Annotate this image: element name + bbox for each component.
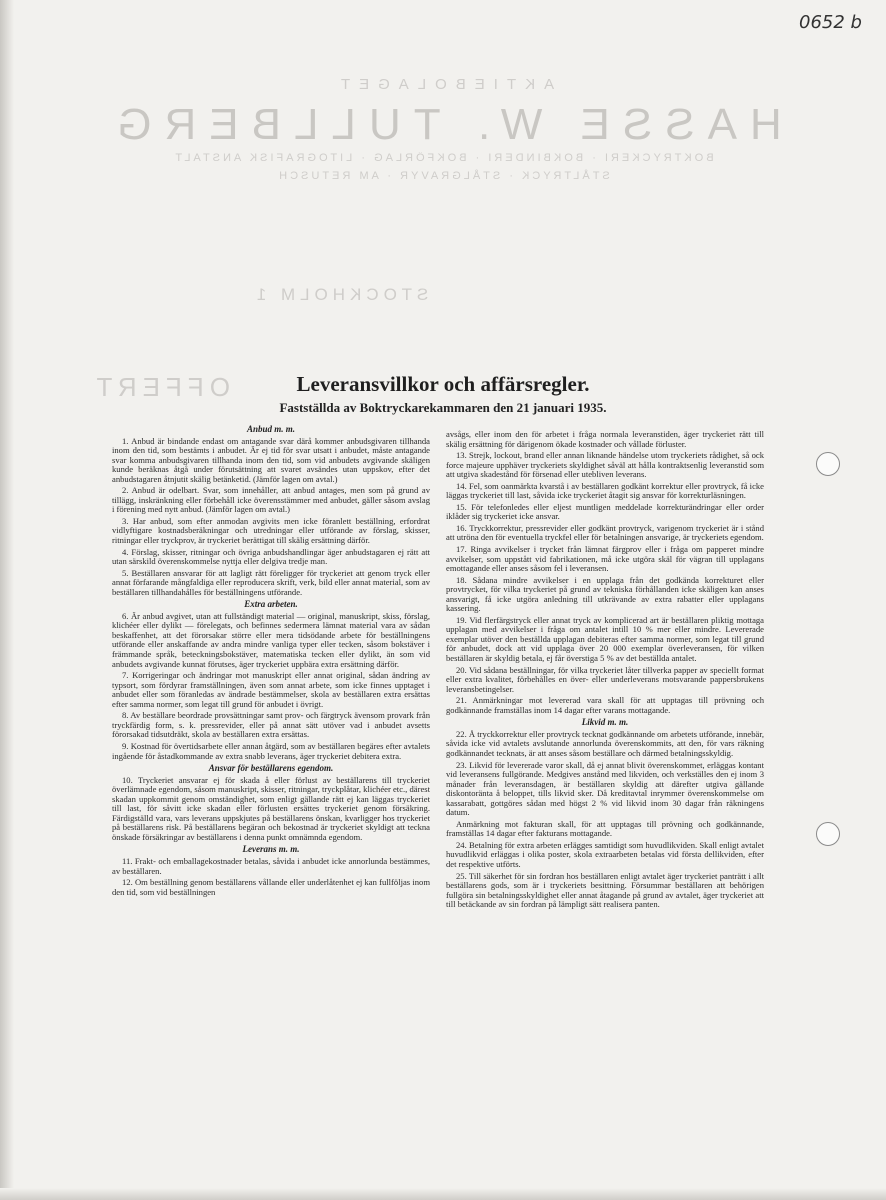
page-title: Leveransvillkor och affärsregler. xyxy=(296,372,590,396)
letterhead-offer-word: OFFERT xyxy=(90,372,230,402)
term-paragraph: 25. Till säkerhet för sin fordran hos beställaren enligt avtalet äger tryckeriet panträtt i allt beställarens gods, som är i tryckeriets besittning. Försummar beställaren att behörigen fullgöra sin betalningsskyldighet eller annat åtagande på grund av avtalet, äger tryckeriet att till betäckande av sin fordran på lämpligt sätt realisera panten. xyxy=(446,870,764,910)
term-paragraph: 4. Förslag, skisser, ritningar och övriga anbudshandlingar äger anbudstagaren ej rätt att utan särskild överenskommelse nyttja eller delgiva tredje man. xyxy=(112,546,430,567)
term-paragraph: 13. Strejk, lockout, brand eller annan liknande händelse utom tryckeriets rådighet, så ock force majeure upphäver tryckeriets skyldighet såväl att hålla kontraktsenlig leveranstid som att utgiva skadestånd för försenad eller utebliven leverans. xyxy=(446,450,764,480)
term-paragraph: 2. Anbud är odelbart. Svar, som innehåller, att anbud antages, men som på grund av tillägg, inskränkning eller förbehåll icke överensstämmer med anbudet, gäller såsom avslag i förening med nytt anbud. (Jämför lagen om avtal.) xyxy=(112,485,430,515)
section-heading: Extra arbeten. xyxy=(244,599,298,610)
section-heading: Ansvar för beställarens egendom. xyxy=(208,763,334,774)
term-paragraph: avsågs, eller inom den för arbetet i fråga normala leveranstiden, äger tryckeriet rätt till skälig ersättning för därigenom ökade kostnader och vållade förluster. xyxy=(446,429,764,449)
term-paragraph: 18. Sådana mindre avvikelser i en upplaga från det godkända korrekturet eller provtrycket, för vilka tryckeriet på grund av tekniska förhållanden icke skäligen kan anses ansvarigt, få icke utgöra anledning till utkrävande av extra rabatter eller upplagans kassering. xyxy=(446,574,764,614)
term-paragraph: 22. Å tryckkorrektur eller provtryck tecknat godkännande om arbetets utförande, innebär, såvida icke vid avtalets avslutande annorlunda överenskommits, att den, för vars räkning godkännandet tecknats, är att anses såsom beställare och därmed betalningsskyldig. xyxy=(446,728,764,758)
term-paragraph: Anmärkning mot fakturan skall, för att upptagas till prövning och godkännande, framställas 14 dagar efter fakturans mottagande. xyxy=(446,818,764,839)
letterhead-company-prefix: AKTIEBOLAGET xyxy=(331,76,555,93)
term-paragraph: 5. Beställaren ansvarar för att lagligt rätt föreligger för tryckeriet att genom tryck eller annat förfarande mångfaldiga eller reproducera skrift, verk, bild eller annat material, som av beställaren tillhandahålles för beställningens utförande. xyxy=(112,567,430,597)
term-paragraph: 14. Fel, som oanmärkta kvarstå i av beställaren godkänt korrektur eller provtryck, få icke läggas tryckeriet till last, såvida icke tryckeriet åtagit sig ansvar för korrekturläsningen. xyxy=(446,480,764,501)
term-paragraph: 12. Om beställning genom beställarens vållande eller underlåtenhet ej kan fullföljas inom den tid, som vid beställningen xyxy=(112,877,430,897)
letterhead-company-name: HASSE W. TULLBERG xyxy=(104,100,782,149)
punch-hole-icon xyxy=(816,452,840,476)
term-paragraph: 6. Är anbud avgivet, utan att fullständigt material — original, manuskript, skiss, förslag, klichéer eller dylikt — förelegats, och befinnes sedermera lämnat material vara av sådan beskaffenhet, att det förorsakar större eller mera tidsödande arbete för beställningens utförande eller anskaffande av andra mindre vanliga typer eller tecken, såsom bokstäver i främmande språk, beteckningsbokstäver, matematiska tecken eller dylikt, än som vid anbudets avgivande kunnat förutses, äger tryckeriet uppbära extra ersättning därför. xyxy=(112,610,430,669)
handwritten-reference: 0652 b xyxy=(799,12,862,33)
term-paragraph: 20. Vid sådana beställningar, för vilka tryckeriet låter tillverka papper av speciellt format eller extra kvalitet, förbehålles en över- eller underleverans motsvarande pappersbrukens leveransbetingelser. xyxy=(446,664,764,694)
terms-right-column xyxy=(446,430,764,912)
term-paragraph: 10. Tryckeriet ansvarar ej för skada å eller förlust av beställarens till tryckeriet överlämnade egendom, såsom manuskript, skisser, ritningar, tryckplåtar, klichéer etc., därest skadan uppkommit genom omständighet, som enligt gällande rätt ej kan läggas tryckeriet till last, för såvitt icke skadan eller förlusten ersättes tryckeriet genom försäkring. Färdigställd vara, vars leverans uppskjutes på beställarens önskan, kvarligger hos tryckeriet på beställarens risk. På beställarens begäran och bekostnad är tryckeriet skyldigt att teckna önskade försäkringar av beställarens i denna punkt omnämnda egendom. xyxy=(112,774,430,842)
term-paragraph: 1. Anbud är bindande endast om antagande svar därå kommer anbudsgivaren tillhanda inom den tid, som bestämts i anbudet. Är ej tid för svar utsatt i anbudet, måste antagande svar komma anbudsgivaren tillhanda inom den tid, som vid anbudets avgivande skäligen kunde beräknas åtgå under förutsättning att svaret avsändes utan uppskov, efter det anbudstagaren åtnjutit skälig betänketid. (Jämför lagen om avtal.) xyxy=(112,435,430,484)
term-paragraph: 11. Frakt- och emballagekostnader betalas, såvida i anbudet icke annorlunda bestämmes, av beställaren. xyxy=(112,855,430,876)
term-paragraph: 16. Tryckkorrektur, pressrevider eller godkänt provtryck, varigenom tryckeriet är i stånd att utröna den för eventuella tryckfel eller för betalningen ansvarige, är tryckeriets egendom. xyxy=(446,522,764,543)
letterhead-services-line2: STÅLTRYCK · STÅLGRAVYR · AM RETUSCH xyxy=(276,170,610,182)
section-heading: Anbud m. m. xyxy=(246,424,295,434)
term-paragraph: 24. Betalning för extra arbeten erlägges samtidigt som huvudlikviden. Skall enligt avtalet huvudlikvid erläggas i olika poster, skola extraarbeten betalas vid första dellikviden, efter det respektive utförts. xyxy=(446,839,764,869)
term-paragraph: 21. Anmärkningar mot levererad vara skall för att upptagas till prövning och godkännande framställas inom 14 dagar efter varans mottagande. xyxy=(446,695,764,715)
letterhead-city: STOCKHOLM 1 xyxy=(251,285,429,304)
scan-bottom-shadow xyxy=(0,1188,886,1200)
term-paragraph: 8. Av beställare beordrade provsättningar samt prov- och färgtryck ävensom provark från tryckfärdig form, s. k. pressrevider, eller på annat sätt utöver vad i anbudet avsetts förorsakad tidsutdräkt, skola av beställaren extra ersättas. xyxy=(112,710,430,740)
term-paragraph: 7. Korrigeringar och ändringar mot manuskript eller annat original, sådan ändring av typsort, som fördyrar framställningen, även som annat arbete, som icke finnes upptaget i anbudet eller som föranledas av ändrade bestämmelser, skola av beställaren extra ersättas efter samma normer, som legat till grund för anbudet i övrigt. xyxy=(112,670,430,709)
section-heading: Likvid m. m. xyxy=(581,717,629,728)
term-paragraph: 19. Vid flerfärgstryck eller annat tryck av komplicerad art är beställaren pliktig mottaga upplagan med avvikelser i fråga om antalet intill 10 % mer eller mindre. Levererade exemplar utöver den beställda upplagan debiteras efter samma normer, som legat till grund för anbudet, dock att vid upplaga över 20 000 exemplar överleveransen, för vilken beställaren är skyldig betala, ej får överstiga 5 % av det beställda antalet. xyxy=(446,614,764,664)
term-paragraph: 3. Har anbud, som efter anmodan avgivits men icke föranlett beställning, erfordrat vidlyftigare kostnadsberäkningar och utredningar eller utförande av förslag, skisser, ritningar eller tryckprov, är tryckeriet berättigat till skälig ersättning därför. xyxy=(112,515,430,546)
term-paragraph: 23. Likvid för levererade varor skall, då ej annat blivit överenskommet, erläggas kontant vid leveransens fullgörande. Medgives anstånd med likviden, och verkställes den ej inom 3 månader från leveransdagen, är beställaren skyldig att därefter utgiva gällande diskontoränta å beloppet, tills likvid sker. Då kreditavtal inrymmer överenskommelse om kassarabatt, gottgöres sådan med högst 2 % vid likvid inom 30 dagar från räkningens datum. xyxy=(446,759,764,818)
page-subtitle: Fastställda av Boktryckarekammaren den 21 januari 1935. xyxy=(279,400,607,415)
section-heading: Leverans m. m. xyxy=(242,844,300,855)
term-paragraph: 17. Ringa avvikelser i trycket från lämnat färgprov eller i fråga om papperet mindre avvikelser, som uppstått vid fabrikationen, må icke utgöra skäl för vägran till upplagans emottagande eller anses såsom fel i leveransen. xyxy=(446,544,764,574)
punch-hole-icon xyxy=(816,822,840,846)
letterhead-services-line1: BOKTRYCKERI · BOKBINDERI · BOKFÖRLAG · LITOGRAFISK ANSTALT xyxy=(172,152,714,164)
term-paragraph: 15. För telefonledes eller eljest muntligen meddelade korrekturändringar eller order iklåder sig tryckeriet icke ansvar. xyxy=(446,501,764,522)
terms-left-column xyxy=(112,422,430,899)
term-paragraph: 9. Kostnad för övertidsarbete eller annan åtgärd, som av beställaren begäres efter avtalets ingående för åstadkommande av extra snabb leverans, äger tryckeriet debitera extra. xyxy=(112,740,430,761)
